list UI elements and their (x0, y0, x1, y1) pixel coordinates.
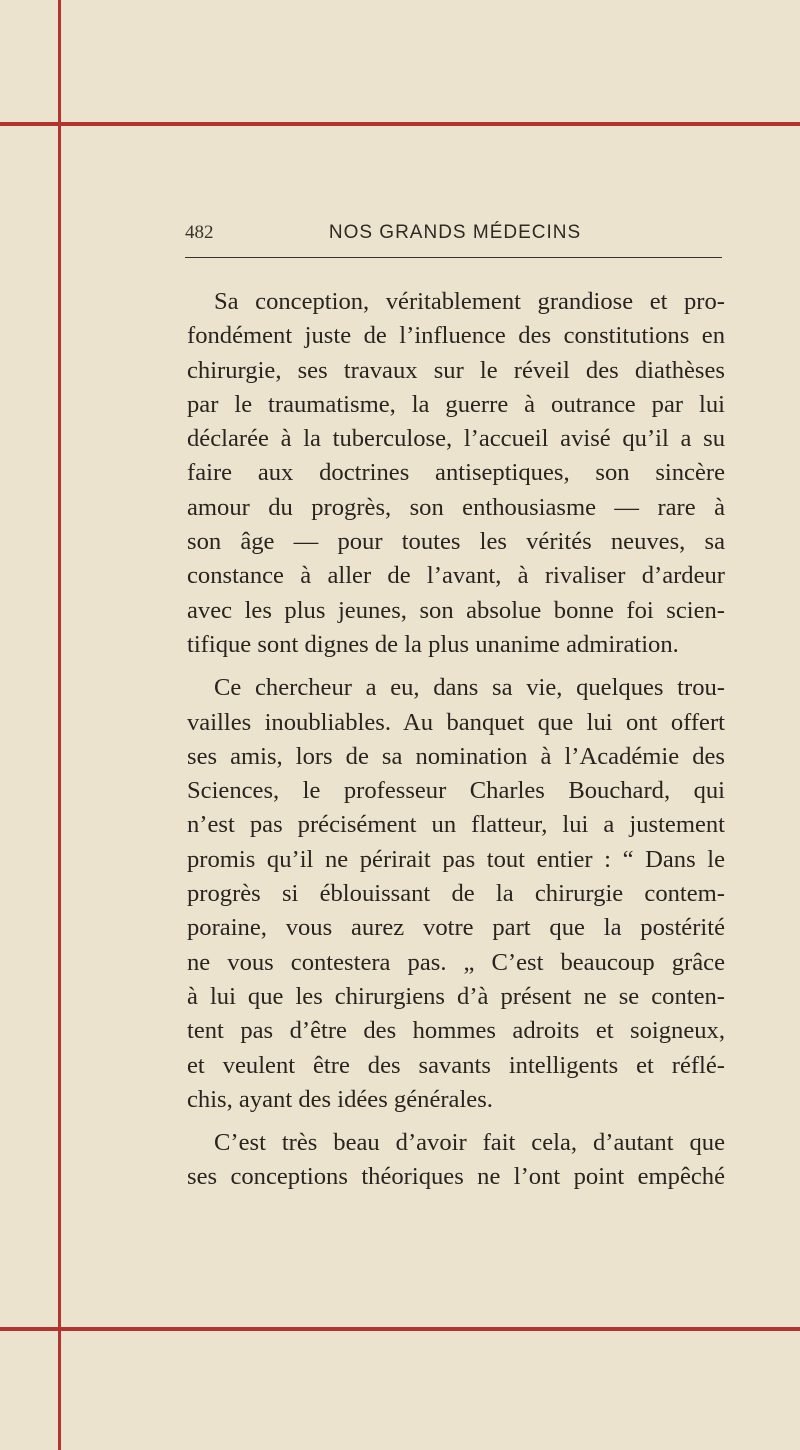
text-line: tent pas d’être des hommes adroits et soigneux, (187, 1017, 725, 1045)
body-text (187, 285, 725, 1195)
text-line: progrès si éblouissant de la chirurgie contem- (187, 880, 725, 908)
text-line: par le traumatisme, la guerre à outrance par lui (187, 390, 725, 418)
page-header (185, 222, 725, 252)
text-line: n’est pas précisément un flatteur, lui a justement (187, 811, 725, 839)
paragraph-2 (187, 671, 725, 1117)
text-line: avec les plus jeunes, son absolue bonne foi scien- (187, 596, 725, 624)
text-line: Ce chercheur a eu, dans sa vie, quelques trou- (214, 674, 725, 702)
text-line: Sa conception, véritablement grandiose et pro- (214, 288, 725, 315)
text-line: et veulent être des savants intelligents et réflé- (187, 1051, 725, 1079)
text-line: chis, ayant des idées générales. (187, 1085, 493, 1113)
header-rule (185, 257, 722, 258)
text-line: son âge — pour toutes les vérités neuves, sa (187, 528, 725, 556)
bottom-margin-rule (0, 1327, 800, 1331)
text-line: tifique sont dignes de la plus unanime admiration. (187, 630, 679, 658)
running-title: NOS GRANDS MÉDECINS (328, 222, 582, 243)
text-line: promis qu’il ne périrait pas tout entier : “ Dans le (187, 845, 725, 873)
text-line: constance à aller de l’avant, à rivaliser d’ardeur (187, 562, 725, 590)
text-line: poraine, vous aurez votre part que la postérité (187, 914, 725, 942)
top-margin-rule (0, 122, 800, 126)
text-line: ses amis, lors de sa nomination à l’Académie des (187, 742, 725, 770)
paragraph-1 (187, 285, 725, 662)
page-number: 482 (185, 222, 214, 243)
paragraph-3 (187, 1126, 725, 1195)
text-line: C’est très beau d’avoir fait cela, d’autant que (214, 1129, 725, 1157)
text-line: vailles inoubliables. Au banquet que lui ont offert (187, 708, 725, 736)
text-line: à lui que les chirurgiens d’à présent ne se conten- (187, 982, 725, 1010)
left-margin-rule (58, 0, 61, 1450)
text-line: Sciences, le professeur Charles Bouchard, qui (187, 777, 725, 805)
text-line: déclarée à la tuberculose, l’accueil avisé qu’il a su (187, 425, 725, 453)
text-line: ne vous contestera pas. „ C’est beaucoup grâce (187, 948, 725, 976)
text-line: chirurgie, ses travaux sur le réveil des diathèses (187, 356, 725, 384)
text-line: ses conceptions théoriques ne l’ont point empêché (187, 1163, 725, 1191)
text-line: faire aux doctrines antiseptiques, son sincère (187, 459, 725, 487)
text-line: fondément juste de l’influence des constitutions en (187, 322, 725, 350)
text-line: amour du progrès, son enthousiasme — rare à (187, 493, 725, 521)
